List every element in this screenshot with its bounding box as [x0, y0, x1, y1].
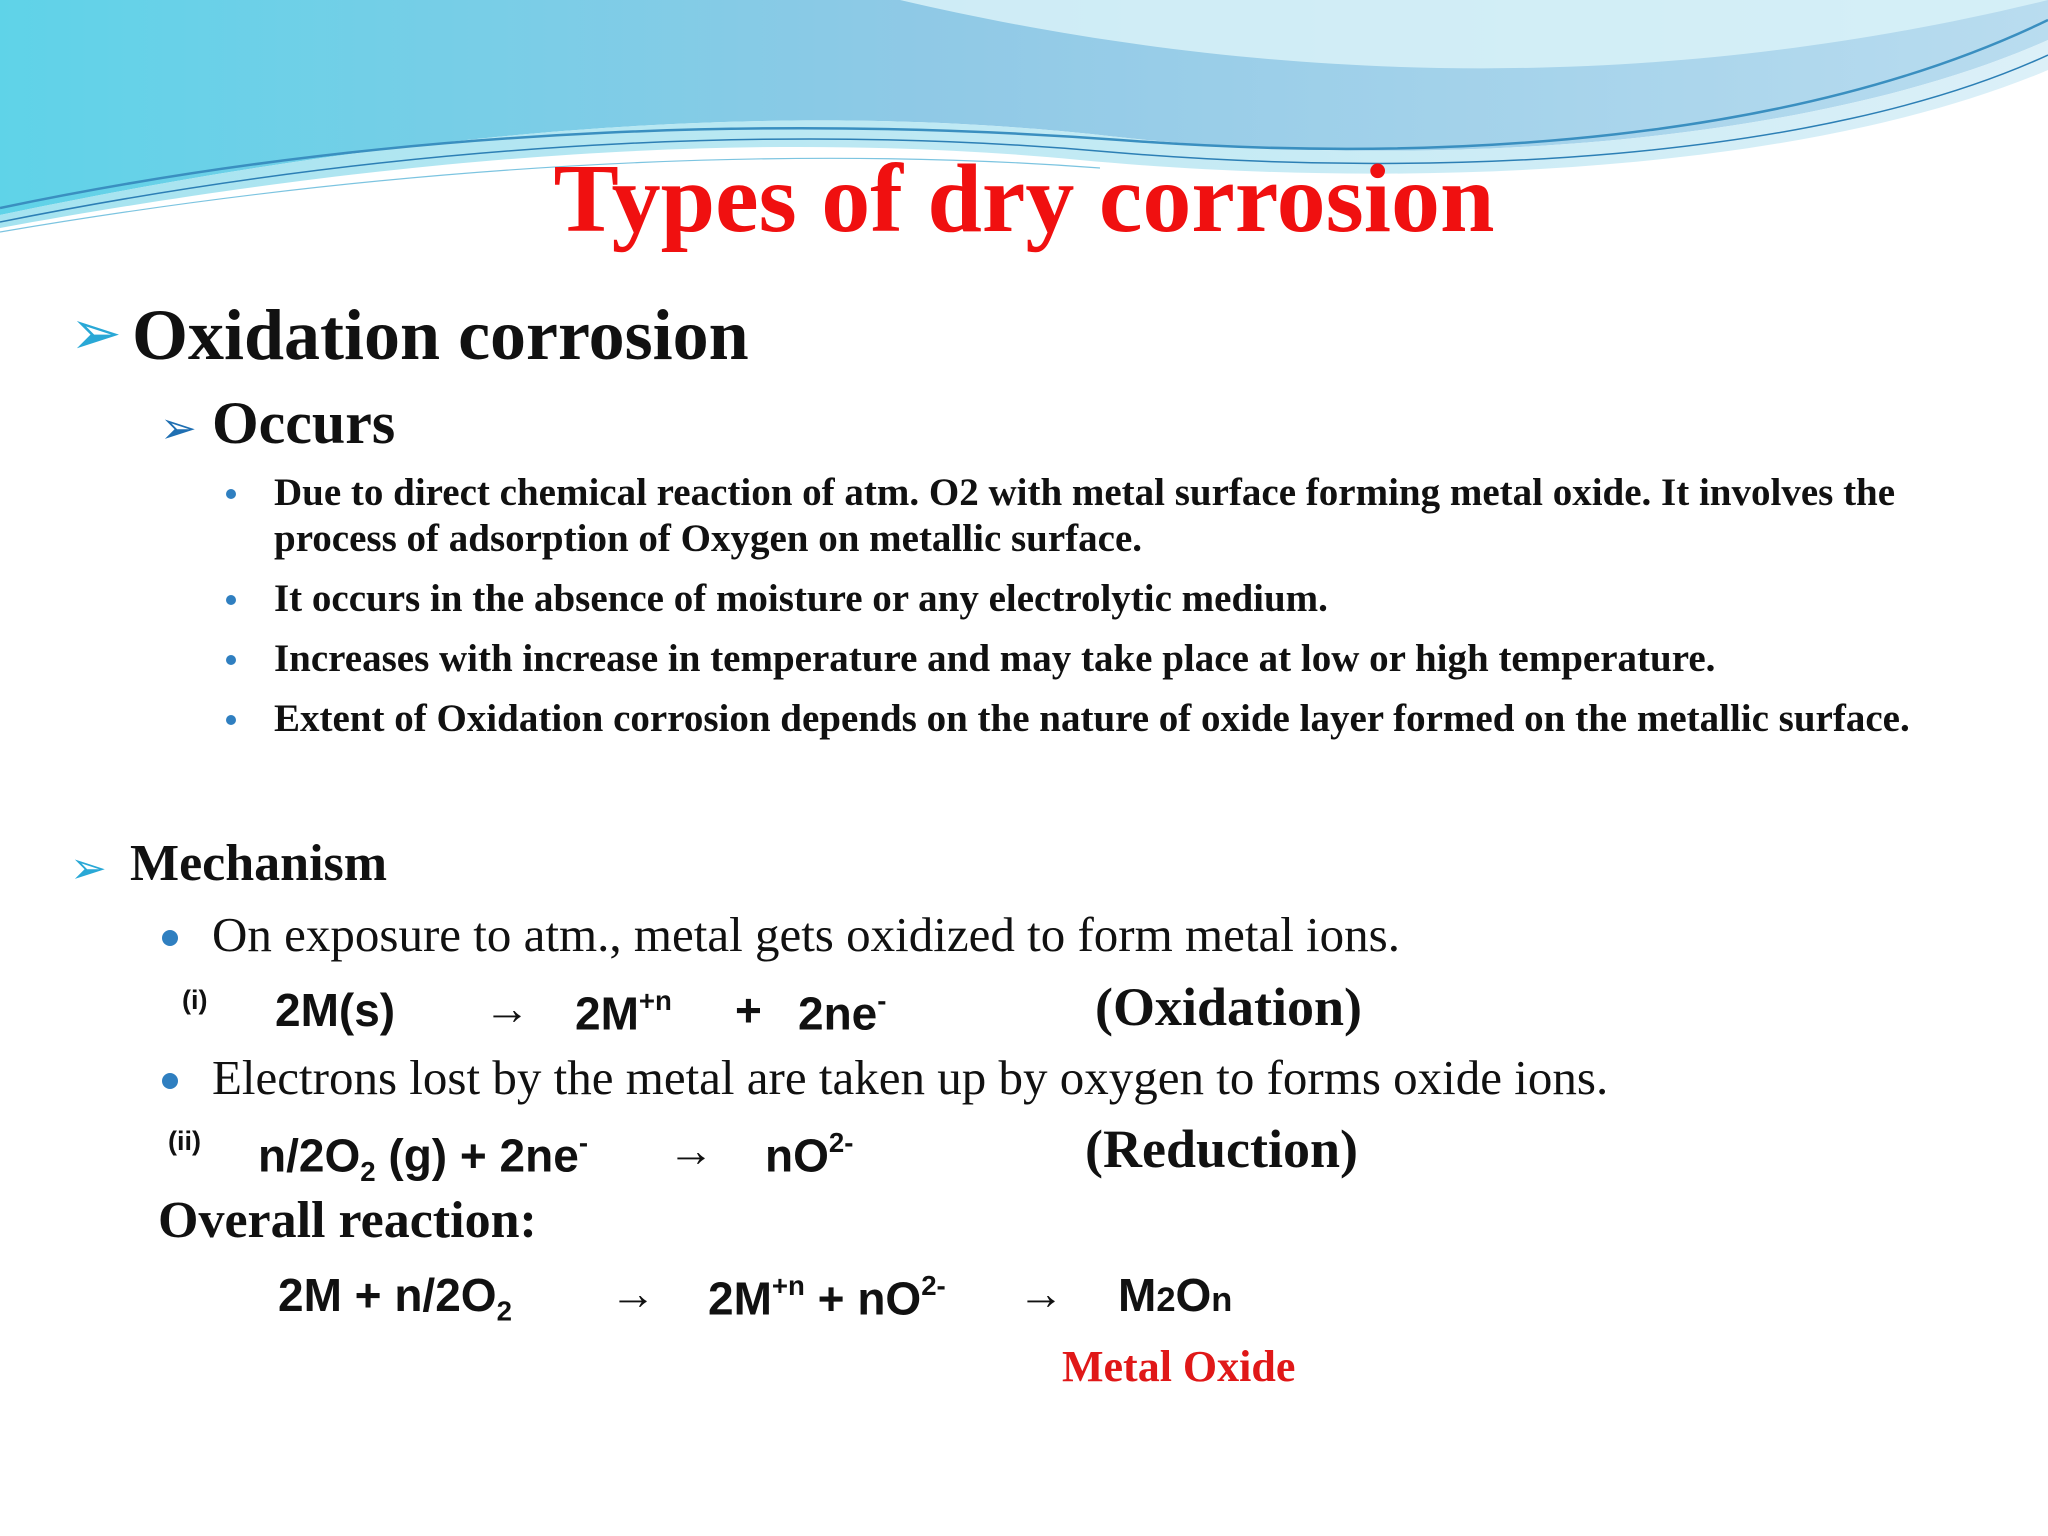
overall-product: M2On — [1118, 1269, 1233, 1321]
list-item: It occurs in the absence of moisture or any electrolytic medium. — [226, 576, 1986, 622]
overall-reaction-label: Overall reaction: — [158, 1192, 537, 1249]
bullet-dot-icon — [226, 489, 236, 499]
overall-intermediate: $2M^{+n} + nO^{2-}$ — [708, 1270, 946, 1325]
bullet-dot-icon — [162, 1073, 178, 1089]
equation-type-oxidation: (Oxidation) — [1095, 977, 1363, 1037]
occurs-list — [226, 470, 1986, 756]
bullet-dot-icon — [226, 715, 236, 725]
list-item: Extent of Oxidation corrosion depends on the nature of oxide layer formed on the metallic surface. — [226, 696, 1986, 742]
equation-lhs: 2M(s) — [275, 984, 396, 1036]
list-item: Increases with increase in temperature and may take place at low or high temperature. — [226, 636, 1986, 682]
arrow-bullet-icon: ➢ — [70, 843, 107, 894]
reaction-arrow-icon: → — [1018, 1267, 1064, 1319]
arrow-bullet-icon: ➢ — [160, 403, 197, 454]
mechanism-step-oxidation: On exposure to atm., metal gets oxidized to form metal ions. — [212, 907, 1400, 962]
list-item: Due to direct chemical reaction of atm. O2 with metal surface forming metal oxide. It involves the process of adsorption of Oxygen on metallic surface. — [226, 470, 1986, 562]
slide-title: Types of dry corrosion — [553, 145, 1495, 253]
bullet-dot-icon — [162, 930, 178, 946]
equation-lhs: $n/2O_2$ (g) + 2ne- — [258, 1127, 589, 1187]
equation-plus: + — [735, 984, 762, 1036]
equation-label: (ii) — [168, 1126, 201, 1156]
section-heading-oxidation: Oxidation corrosion — [132, 295, 749, 375]
equation-product-electrons: 2ne- — [798, 985, 887, 1040]
reaction-arrow-icon: → — [484, 982, 530, 1034]
product-label-metal-oxide: Metal Oxide — [1062, 1342, 1296, 1391]
subheading-occurs: Occurs — [212, 390, 396, 456]
equation-type-reduction: (Reduction) — [1085, 1119, 1358, 1179]
overall-lhs: $2M + n/2O_2$ — [278, 1269, 512, 1327]
arrow-bullet-icon: ➢ — [70, 296, 122, 369]
reaction-arrow-icon: → — [610, 1267, 656, 1319]
equation-label: (i) — [182, 985, 208, 1015]
mechanism-step-reduction: Electrons lost by the metal are taken up by oxygen to forms oxide ions. — [212, 1050, 1609, 1105]
bullet-dot-icon — [226, 595, 236, 605]
section-heading-mechanism: Mechanism — [130, 835, 388, 892]
equation-product-oxide-ion: $nO^{2-}$ — [765, 1127, 854, 1182]
reaction-arrow-icon: → — [668, 1124, 714, 1176]
equation-product-metal-ion: $2M^{+n}$ — [575, 985, 672, 1040]
bullet-dot-icon — [226, 655, 236, 665]
